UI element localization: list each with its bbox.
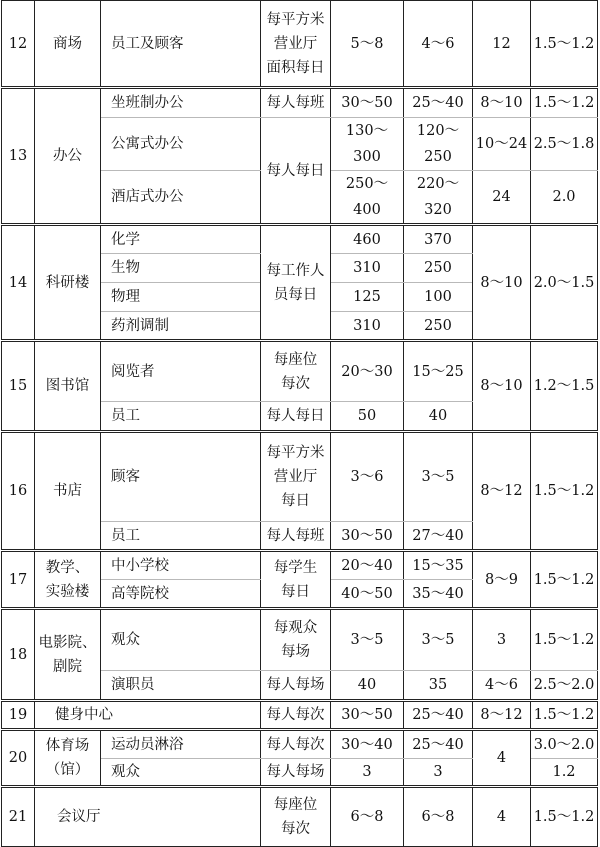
avg-daily-quota: 35～40 — [404, 580, 473, 609]
hourly-variation-coefficient: 2.0～1.5 — [531, 225, 598, 341]
unit: 每人每场 — [261, 671, 331, 701]
hourly-variation-coefficient: 1.5～1.2 — [531, 701, 598, 730]
max-daily-quota: 3～6 — [331, 432, 404, 522]
building-type: 书店 — [35, 432, 101, 551]
usage-hours: 12 — [473, 1, 531, 88]
avg-daily-quota: 3 — [404, 759, 473, 787]
hourly-variation-coefficient: 3.0～2.0 — [531, 730, 598, 759]
user-type: 员工及顾客 — [101, 1, 261, 88]
avg-daily-quota: 35 — [404, 671, 473, 701]
user-type: 演职员 — [101, 671, 261, 701]
avg-daily-quota: 25～40 — [404, 730, 473, 759]
avg-daily-quota: 3～5 — [404, 609, 473, 671]
max-daily-quota: 30～50 — [331, 522, 404, 551]
usage-hours: 4 — [473, 730, 531, 787]
user-type: 运动员淋浴 — [101, 730, 261, 759]
unit: 每人每日 — [261, 118, 331, 225]
building-type: 办公 — [35, 88, 101, 225]
max-daily-quota: 40～50 — [331, 580, 404, 609]
avg-daily-quota: 120～250 — [404, 118, 473, 171]
row-number: 13 — [2, 88, 35, 225]
user-type: 化学 — [101, 225, 261, 254]
row-number: 21 — [2, 787, 35, 847]
max-daily-quota: 5～8 — [331, 1, 404, 88]
avg-daily-quota: 40 — [404, 402, 473, 432]
hourly-variation-coefficient: 1.5～1.2 — [531, 1, 598, 88]
max-daily-quota: 6～8 — [331, 787, 404, 847]
max-daily-quota: 310 — [331, 312, 404, 341]
unit: 每人每班 — [261, 88, 331, 118]
hourly-variation-coefficient: 2.5～2.0 — [531, 671, 598, 701]
avg-daily-quota: 6～8 — [404, 787, 473, 847]
table-row — [2, 551, 598, 580]
avg-daily-quota: 220～320 — [404, 171, 473, 225]
max-daily-quota: 20～40 — [331, 551, 404, 580]
unit: 每平方米 营业厅 每日 — [261, 432, 331, 522]
hourly-variation-coefficient: 1.5～1.2 — [531, 88, 598, 118]
avg-daily-quota: 25～40 — [404, 88, 473, 118]
usage-hours: 4 — [473, 787, 531, 847]
user-type: 员工 — [101, 522, 261, 551]
table-row — [2, 88, 598, 118]
row-number: 18 — [2, 609, 35, 701]
building-type: 会议厅 — [35, 787, 261, 847]
table-row — [2, 225, 598, 254]
table-row — [2, 787, 598, 847]
hourly-variation-coefficient: 1.2～1.5 — [531, 341, 598, 432]
hourly-variation-coefficient: 1.5～1.2 — [531, 787, 598, 847]
max-daily-quota: 30～50 — [331, 701, 404, 730]
building-type: 教学、 实验楼 — [35, 551, 101, 609]
usage-hours: 8～12 — [473, 701, 531, 730]
max-daily-quota: 30～50 — [331, 88, 404, 118]
user-type: 观众 — [101, 759, 261, 787]
row-number: 17 — [2, 551, 35, 609]
building-type: 商场 — [35, 1, 101, 88]
hourly-variation-coefficient: 1.5～1.2 — [531, 609, 598, 671]
avg-daily-quota: 100 — [404, 283, 473, 312]
user-type: 酒店式办公 — [101, 171, 261, 225]
user-type: 药剂调制 — [101, 312, 261, 341]
user-type: 生物 — [101, 254, 261, 283]
usage-hours: 8～10 — [473, 225, 531, 341]
unit: 每人每班 — [261, 522, 331, 551]
unit: 每人每次 — [261, 701, 331, 730]
max-daily-quota: 125 — [331, 283, 404, 312]
unit: 每座位 每次 — [261, 787, 331, 847]
user-type: 阅览者 — [101, 341, 261, 402]
water-quota-table — [1, 0, 598, 847]
hourly-variation-coefficient: 1.5～1.2 — [531, 551, 598, 609]
avg-daily-quota: 3～5 — [404, 432, 473, 522]
max-daily-quota: 20～30 — [331, 341, 404, 402]
max-daily-quota: 310 — [331, 254, 404, 283]
max-daily-quota: 30～40 — [331, 730, 404, 759]
table-row — [2, 701, 598, 730]
unit: 每学生 每日 — [261, 551, 331, 609]
avg-daily-quota: 250 — [404, 254, 473, 283]
max-daily-quota: 3～5 — [331, 609, 404, 671]
usage-hours: 8～12 — [473, 432, 531, 551]
avg-daily-quota: 15～25 — [404, 341, 473, 402]
avg-daily-quota: 370 — [404, 225, 473, 254]
avg-daily-quota: 15～35 — [404, 551, 473, 580]
table-row — [2, 432, 598, 522]
row-number: 19 — [2, 701, 35, 730]
usage-hours: 8～9 — [473, 551, 531, 609]
usage-hours: 24 — [473, 171, 531, 225]
user-type: 高等院校 — [101, 580, 261, 609]
row-number: 14 — [2, 225, 35, 341]
user-type: 观众 — [101, 609, 261, 671]
hourly-variation-coefficient: 2.0 — [531, 171, 598, 225]
usage-hours: 8～10 — [473, 341, 531, 432]
max-daily-quota: 130～300 — [331, 118, 404, 171]
unit: 每人每日 — [261, 402, 331, 432]
row-number: 15 — [2, 341, 35, 432]
row-number: 16 — [2, 432, 35, 551]
usage-hours: 3 — [473, 609, 531, 671]
avg-daily-quota: 27～40 — [404, 522, 473, 551]
unit: 每座位 每次 — [261, 341, 331, 402]
avg-daily-quota: 4～6 — [404, 1, 473, 88]
max-daily-quota: 460 — [331, 225, 404, 254]
table-row — [2, 609, 598, 671]
avg-daily-quota: 25～40 — [404, 701, 473, 730]
max-daily-quota: 3 — [331, 759, 404, 787]
unit: 每观众 每场 — [261, 609, 331, 671]
building-type: 健身中心 — [35, 701, 261, 730]
building-type: 科研楼 — [35, 225, 101, 341]
user-type: 员工 — [101, 402, 261, 432]
usage-hours: 8～10 — [473, 88, 531, 118]
user-type: 公寓式办公 — [101, 118, 261, 171]
row-number: 12 — [2, 1, 35, 88]
user-type: 坐班制办公 — [101, 88, 261, 118]
usage-hours: 4～6 — [473, 671, 531, 701]
unit: 每工作人 员每日 — [261, 225, 331, 341]
usage-hours: 10～24 — [473, 118, 531, 171]
row-number: 20 — [2, 730, 35, 787]
avg-daily-quota: 250 — [404, 312, 473, 341]
unit: 每人每次 — [261, 730, 331, 759]
hourly-variation-coefficient: 2.5～1.8 — [531, 118, 598, 171]
table-row — [2, 341, 598, 402]
hourly-variation-coefficient: 1.5～1.2 — [531, 432, 598, 551]
building-type: 体育场 （馆） — [35, 730, 101, 787]
unit: 每平方米 营业厅 面积每日 — [261, 1, 331, 88]
table-row — [2, 730, 598, 759]
hourly-variation-coefficient: 1.2 — [531, 759, 598, 787]
building-type: 电影院、 剧院 — [35, 609, 101, 701]
max-daily-quota: 40 — [331, 671, 404, 701]
user-type: 中小学校 — [101, 551, 261, 580]
table-row — [2, 1, 598, 88]
user-type: 物理 — [101, 283, 261, 312]
user-type: 顾客 — [101, 432, 261, 522]
building-type: 图书馆 — [35, 341, 101, 432]
max-daily-quota: 250～400 — [331, 171, 404, 225]
max-daily-quota: 50 — [331, 402, 404, 432]
unit: 每人每场 — [261, 759, 331, 787]
